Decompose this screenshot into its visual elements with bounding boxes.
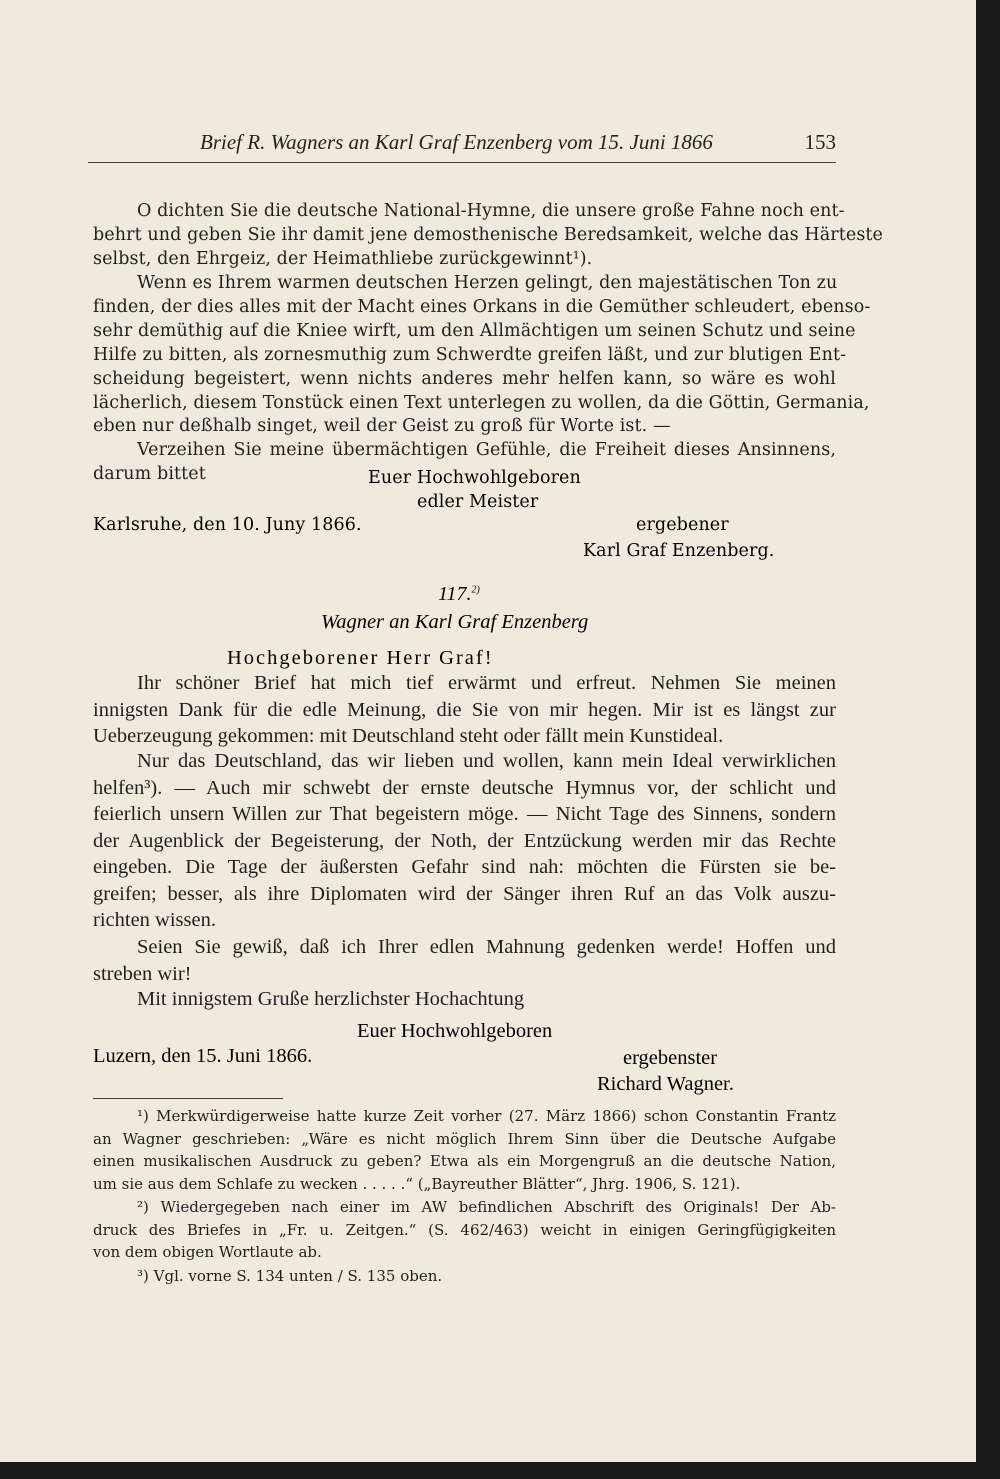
footnote-2: ²) Wiedergegeben nach einer im AW befindlichen Abschrift des Originals! Der Ab- druck des Briefes in „Fr. u. Zeitgen.“ (S. 462/463) weicht in einigen Geringfügigkeiten von dem obigen Wortlaute ab. <box>93 1198 836 1262</box>
letter1-paragraph-1: O dichten Sie die deutsche National-Hymne, die unsere große Fahne noch ent- behrt und geben Sie ihr damit jene demosthenische Beredsamkeit, welche das Härteste selbst, den Ehrgeiz, der Heimathliebe zurückgewinnt¹). <box>93 201 883 269</box>
letter1-closing-3: ergebener <box>636 515 729 535</box>
letter1-closing-1: Euer Hochwohlgeboren <box>368 468 581 488</box>
letter1-paragraph-3: Verzeihen Sie meine übermächtigen Gefühle, die Freiheit dieses Ansinnens, darum bittet <box>93 440 836 484</box>
letter2-place-date: Luzern, den 15. Juni 1866. <box>93 1045 313 1067</box>
letter2-paragraph-3: Seien Sie gewiß, daß ich Ihrer edlen Mahnung gedenken werde! Hoffen und streben wir! <box>93 936 836 985</box>
footnote-rule <box>93 1098 283 1099</box>
letter1-signature: Karl Graf Enzenberg. <box>583 541 775 561</box>
letter2-signature: Richard Wagner. <box>597 1073 734 1095</box>
salutation: Hochgeborener Herr Graf! <box>227 647 494 669</box>
letter2-paragraph-4: Mit innigstem Gruße herzlichster Hochachtung <box>137 988 525 1010</box>
letter1-closing-2: edler Meister <box>417 492 539 512</box>
running-title: Brief R. Wagners an Karl Graf Enzenberg vom 15. Juni 1866 <box>200 130 713 154</box>
letter2-closing-2: ergebenster <box>623 1047 718 1069</box>
letter1-place-date: Karlsruhe, den 10. Juny 1866. <box>93 515 362 535</box>
letter2-closing-1: Euer Hochwohlgeboren <box>357 1020 553 1042</box>
letter1-paragraph-2: Wenn es Ihrem warmen deutschen Herzen gelingt, den majestätischen Ton zu finden, der dies alles mit der Macht eines Orkans in die Gemüther schleudert, ebenso- sehr demüthig auf die Kniee wirft, um den Allmächtigen um seinen Schutz und seine Hilfe zu bitten, als zornesmuthig zum Schwerdte greifen läßt, und zur blutigen Ent- scheidung begeistert, wenn nichts anderes mehr helfen kann, so wäre es wohl lächerlich, diesem Tonstück einen Text unterlegen zu wollen, da die Göttin, Germania, eben nur deßhalb singet, weil der Geist zu groß für Worte ist. — <box>93 273 871 437</box>
letter2-paragraph-1: Ihr schöner Brief hat mich tief erwärmt und erfreut. Nehmen Sie meinen innigsten Dank für die edle Meinung, die Sie von mir hegen. Mir ist es längst zur Ueberzeugung gekommen: mit Deutschland steht oder fällt mein Kunstideal. <box>93 672 836 747</box>
footnote-3: ³) Vgl. vorne S. 134 unten / S. 135 oben. <box>137 1267 443 1285</box>
footnote-1: ¹) Merkwürdigerweise hatte kurze Zeit vorher (27. März 1866) schon Constantin Frantz an Wagner geschrieben: „Wäre es nicht möglich Ihrem Sinn über die Deutsche Aufgabe einen musikalischen Ausdruck zu geben? Etwa als ein Morgengruß an die deutsche Nation, um sie aus dem Schlafe zu wecken . . . . .“ („Bayreuther Blätter“, Jhrg. 1906, S. 121). <box>93 1107 836 1193</box>
header-rule <box>88 162 836 163</box>
letter-heading: Wagner an Karl Graf Enzenberg <box>321 611 589 633</box>
page-number: 153 <box>804 130 836 154</box>
letter2-paragraph-2: Nur das Deutschland, das wir lieben und wollen, kann mein Ideal verwirklichen helfen³). — Auch mir schwebt der ernste deutsche Hymnus vor, der schlicht und feierlich unsern Willen zur That begeistern möge. — Nicht Tage des Sinnens, sondern der Augenblick der Begeisterung, der Noth, der Entzückung werden mir das Rechte eingeben. Die Tage der äußersten Gefahr sind nah: möchten die Fürsten sie be- greifen; besser, als ihre Diplomaten wird der Sänger ihren Ruf an das Volk auszu- richten wissen. <box>93 750 836 931</box>
letter-number: 117.$^{2)}$ <box>438 583 480 605</box>
